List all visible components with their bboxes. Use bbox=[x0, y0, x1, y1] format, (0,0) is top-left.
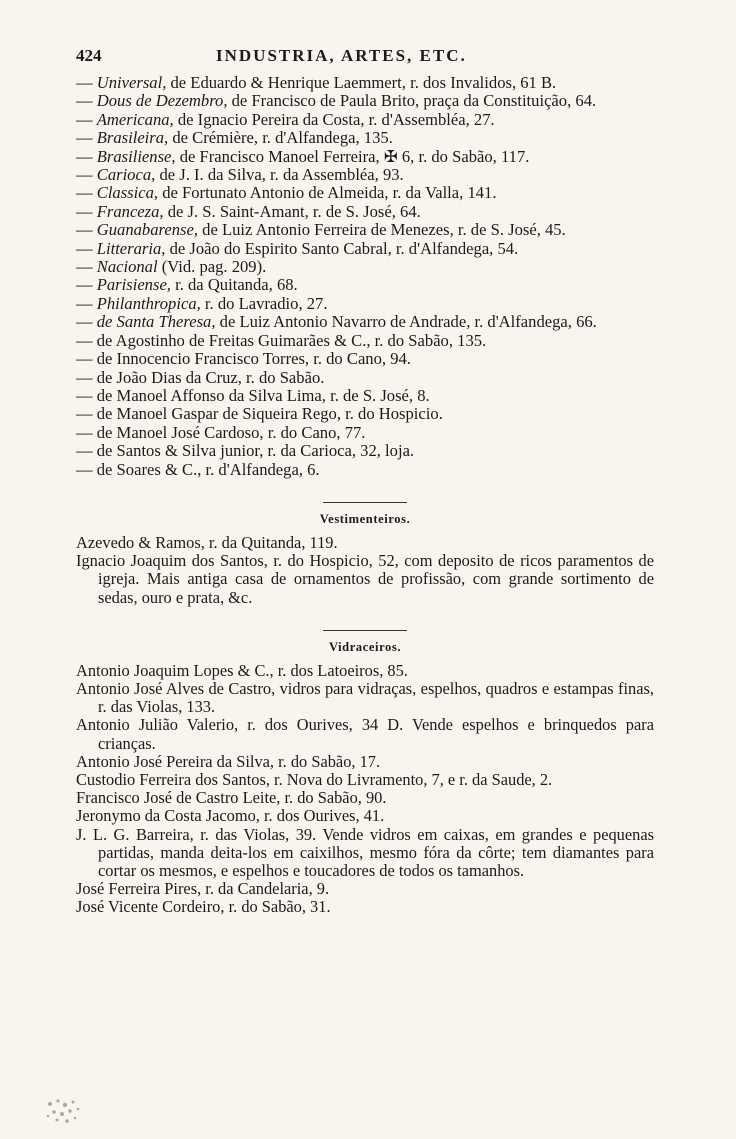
typographia-name: Philanthropica, bbox=[96, 293, 201, 313]
typographia-details: de Francisco Manoel Ferreira, ✠ 6, r. do Sabão, 117. bbox=[175, 146, 530, 166]
vestimenteiros-list bbox=[76, 534, 654, 607]
typographia-details: de J. I. da Silva, r. da Assembléa, 93. bbox=[155, 165, 404, 185]
typographia-details: de João Dias da Cruz, r. do Sabão. bbox=[96, 367, 325, 387]
section-divider bbox=[323, 502, 407, 503]
list-item: Antonio Julião Valerio, r. dos Ourives, 34 D. Vende espelhos e brinquedos para crianças. bbox=[76, 715, 654, 753]
page-number: 424 bbox=[76, 46, 102, 65]
list-item: — Brasileira, de Crémière, r. d'Alfandega, 135. bbox=[76, 128, 393, 148]
list-item: Antonio José Pereira da Silva, r. do Sabão, 17. bbox=[76, 751, 381, 771]
typographia-name: Litteraria, bbox=[96, 238, 166, 258]
typographia-name: Classica, bbox=[96, 183, 159, 203]
typographia-details: de Manoel Gaspar de Siqueira Rego, r. do Hospicio. bbox=[96, 404, 443, 424]
typographia-details: de Luiz Antonio Ferreira de Menezes, r. de S. José, 45. bbox=[198, 220, 566, 240]
list-item: — de João Dias da Cruz, r. do Sabão. bbox=[76, 367, 325, 387]
list-item: — Classica, de Fortunato Antonio de Almeida, r. da Valla, 141. bbox=[76, 183, 497, 203]
list-item: J. L. G. Barreira, r. das Violas, 39. Vende vidros em caixas, em grandes e pequenas partidas, manda deita-los em caixilhos, mesmo fóra da côrte; tem diamantes para cortar os mesmos, e espelhos e toucadores de todos os tamanhos. bbox=[76, 824, 654, 880]
typographia-details: de Francisco de Paula Brito, praça da Constituição, 64. bbox=[227, 91, 597, 111]
typographia-name: de Santa Theresa, bbox=[96, 312, 216, 332]
typographia-details: r. da Quitanda, 68. bbox=[170, 275, 298, 295]
section-divider bbox=[323, 630, 407, 631]
typographia-details: de Agostinho de Freitas Guimarães & C., r. do Sabão, 135. bbox=[96, 330, 487, 350]
typographia-details: de Luiz Antonio Navarro de Andrade, r. d'Alfandega, 66. bbox=[215, 312, 597, 332]
list-item: Azevedo & Ramos, r. da Quitanda, 119. bbox=[76, 532, 338, 552]
typographia-name: Universal, bbox=[96, 73, 167, 92]
list-item: Ignacio Joaquim dos Santos, r. do Hospicio, 52, com deposito de ricos paramentos de igreja. Mais antiga casa de ornamentos de profissão, com grande sortimento de sedas, ouro e prata, &c. bbox=[76, 551, 654, 607]
list-item: — Philanthropica, r. do Lavradio, 27. bbox=[76, 293, 328, 313]
typographia-details: de Eduardo & Henrique Laemmert, r. dos Invalidos, 61 B. bbox=[166, 73, 557, 92]
library-stamp-icon bbox=[40, 1092, 88, 1128]
typographia-name: Nacional bbox=[96, 257, 158, 277]
section-title-vidraceiros: Vidraceiros. bbox=[328, 639, 402, 654]
typographia-details: de Innocencio Francisco Torres, r. do Cano, 94. bbox=[96, 349, 411, 369]
list-item: — de Soares & C., r. d'Alfandega, 6. bbox=[76, 459, 320, 479]
typographia-name: Parisiense, bbox=[96, 275, 171, 295]
typographia-details: de Manoel José Cardoso, r. do Cano, 77. bbox=[96, 422, 366, 442]
list-item: José Ferreira Pires, r. da Candelaria, 9. bbox=[76, 879, 330, 899]
list-item: Antonio José Alves de Castro, vidros para vidraças, espelhos, quadros e estampas finas, r. das Violas, 133. bbox=[76, 678, 654, 717]
typographia-details: de J. S. Saint-Amant, r. de S. José, 64. bbox=[163, 201, 421, 221]
typographia-details: de Fortunato Antonio de Almeida, r. da Valla, 141. bbox=[158, 183, 497, 203]
typographia-name: Guanabarense, bbox=[96, 220, 198, 240]
typographia-name: Brasileira, bbox=[96, 128, 169, 148]
page bbox=[76, 46, 654, 917]
list-item: — Litteraria, de João do Espirito Santo Cabral, r. d'Alfandega, 54. bbox=[76, 238, 519, 258]
list-item: — Carioca, de J. I. da Silva, r. da Assembléa, 93. bbox=[76, 165, 404, 185]
typographia-details: de Manoel Affonso da Silva Lima, r. de S. José, 8. bbox=[96, 385, 430, 405]
typographia-details: de Soares & C., r. d'Alfandega, 6. bbox=[96, 459, 320, 479]
list-item: — Nacional (Vid. pag. 209). bbox=[76, 257, 267, 277]
list-item: — Parisiense, r. da Quitanda, 68. bbox=[76, 275, 298, 295]
list-item: — Universal, de Eduardo & Henrique Laemmert, r. dos Invalidos, 61 B. bbox=[76, 73, 557, 92]
typographia-name: Dous de Dezembro, bbox=[96, 91, 228, 111]
list-item: — de Manoel José Cardoso, r. do Cano, 77. bbox=[76, 422, 366, 442]
list-item: Francisco José de Castro Leite, r. do Sabão, 90. bbox=[76, 788, 387, 808]
typographia-details: de Santos & Silva junior, r. da Carioca, 32, loja. bbox=[96, 441, 415, 461]
typographia-details: de Ignacio Pereira da Costa, r. d'Assembléa, 27. bbox=[173, 109, 495, 129]
list-item: — de Santa Theresa, de Luiz Antonio Navarro de Andrade, r. d'Alfandega, 66. bbox=[76, 312, 597, 332]
list-item: Custodio Ferreira dos Santos, r. Nova do Livramento, 7, e r. da Saude, 2. bbox=[76, 769, 553, 789]
typographia-name: Carioca, bbox=[96, 165, 156, 185]
list-item: Jeronymo da Costa Jacomo, r. dos Ourives, 41. bbox=[76, 806, 385, 826]
typographias-list bbox=[76, 74, 654, 479]
typographia-details: de João do Espirito Santo Cabral, r. d'Alfandega, 54. bbox=[165, 238, 519, 258]
list-item: José Vicente Cordeiro, r. do Sabão, 31. bbox=[76, 897, 331, 917]
typographia-details: de Crémière, r. d'Alfandega, 135. bbox=[168, 128, 393, 148]
typographia-details: (Vid. pag. 209). bbox=[157, 257, 267, 277]
typographia-name: Franceza, bbox=[96, 201, 164, 221]
list-item: — de Manoel Gaspar de Siqueira Rego, r. do Hospicio. bbox=[76, 404, 443, 424]
list-item: Antonio Joaquim Lopes & C., r. dos Latoeiros, 85. bbox=[76, 660, 408, 680]
list-item: — de Innocencio Francisco Torres, r. do Cano, 94. bbox=[76, 349, 411, 369]
running-title: INDUSTRIA, ARTES, ETC. bbox=[216, 46, 467, 65]
list-item: — Guanabarense, de Luiz Antonio Ferreira de Menezes, r. de S. José, 45. bbox=[76, 220, 566, 240]
list-item: — Americana, de Ignacio Pereira da Costa, r. d'Assembléa, 27. bbox=[76, 109, 495, 129]
section-title-vestimenteiros: Vestimenteiros. bbox=[319, 511, 411, 526]
list-item: — de Santos & Silva junior, r. da Carioca, 32, loja. bbox=[76, 441, 415, 461]
vidraceiros-list bbox=[76, 662, 654, 917]
list-item: — Dous de Dezembro, de Francisco de Paula Brito, praça da Constituição, 64. bbox=[76, 91, 597, 111]
page-header bbox=[76, 46, 654, 74]
list-item: — Franceza, de J. S. Saint-Amant, r. de S. José, 64. bbox=[76, 201, 421, 221]
list-item: — de Manoel Affonso da Silva Lima, r. de S. José, 8. bbox=[76, 385, 430, 405]
typographia-name: Brasiliense, bbox=[96, 146, 176, 166]
typographia-name: Americana, bbox=[96, 109, 174, 129]
list-item: — de Agostinho de Freitas Guimarães & C., r. do Sabão, 135. bbox=[76, 330, 487, 350]
list-item: — Brasiliense, de Francisco Manoel Ferreira, ✠ 6, r. do Sabão, 117. bbox=[76, 146, 530, 166]
typographia-details: r. do Lavradio, 27. bbox=[200, 293, 328, 313]
